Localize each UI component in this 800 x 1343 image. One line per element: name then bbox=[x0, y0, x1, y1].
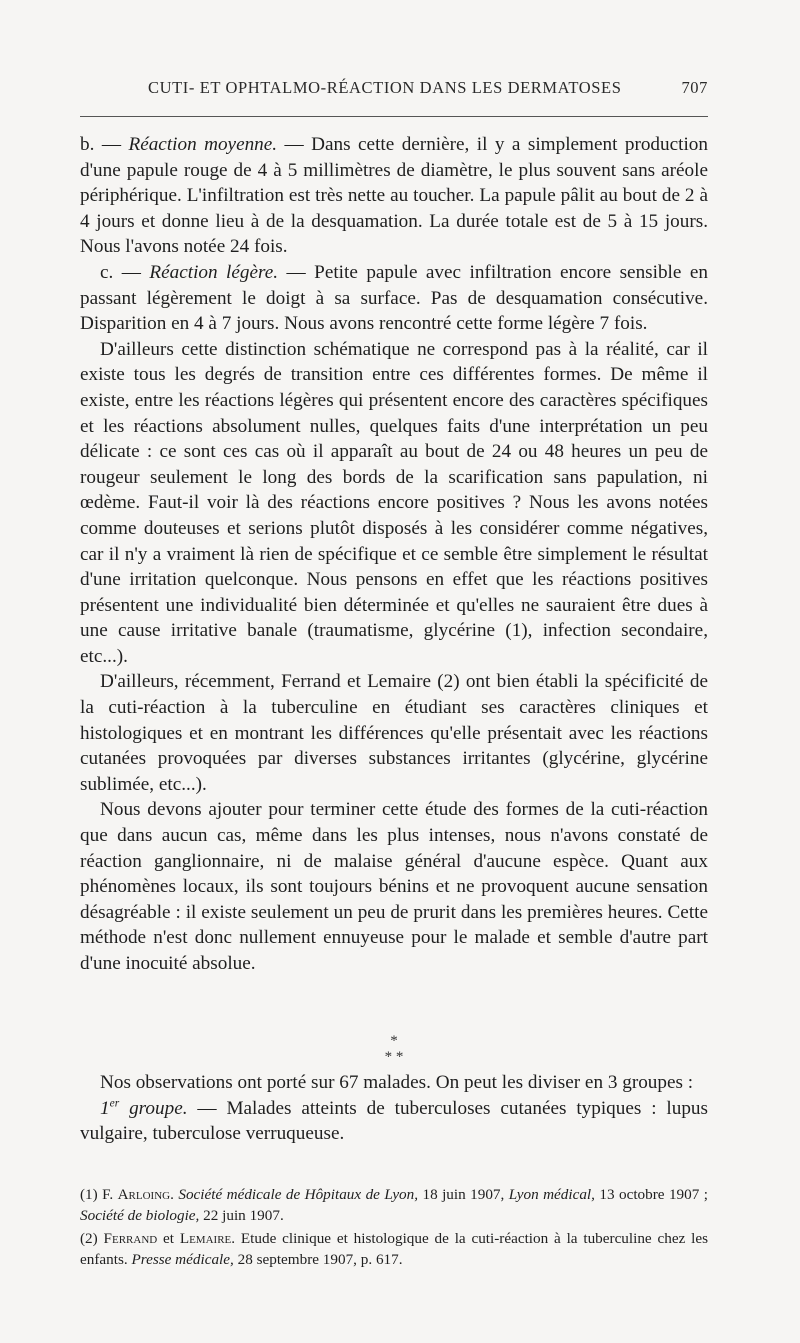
footnote-2 bbox=[80, 1229, 708, 1270]
footnote-text: Etude clinique et histologique de la cuti-réaction à la tuberculine chez les enfants. bbox=[80, 1230, 708, 1268]
group-ordinal: er bbox=[109, 1097, 120, 1110]
footnote-journal: Presse médicale, bbox=[131, 1250, 234, 1268]
asterisk-top: * bbox=[390, 1033, 398, 1049]
page-number: 707 bbox=[681, 78, 708, 97]
footnote-date: 18 juin 1907, bbox=[418, 1186, 509, 1203]
header-rule bbox=[80, 116, 708, 117]
footnote-mark: (1) F. bbox=[80, 1186, 118, 1203]
footnotes bbox=[80, 1185, 708, 1273]
item-label: c. — bbox=[100, 261, 150, 283]
section-separator bbox=[80, 1033, 708, 1065]
paragraph-observations: Nos observations ont porté sur 67 malades. On peut les diviser en 3 groupes : bbox=[100, 1072, 694, 1093]
group-text: — Malades atteints de tuberculoses cutanées typiques : lupus vulgaire, tuberculose verruqueuse. bbox=[80, 1097, 708, 1145]
running-title: CUTI- ET OPHTALMO-RÉACTION DANS LES DERMATOSES bbox=[148, 78, 622, 97]
footnote-date: 28 septembre 1907, p. 617. bbox=[233, 1250, 403, 1268]
paragraph-ferrand-lemaire: D'ailleurs, récemment, Ferrand et Lemaire (2) ont bien établi la spécificité de la cuti-réaction à la tuberculine en étudiant ses caractères cliniques et histologiques et en montrant les différences qu'elle présentait avec les réactions cutanées provoquées par diverses substances irritantes (glycérine, glycérine sublimée, etc...). bbox=[80, 671, 708, 795]
group-number: 1 bbox=[100, 1097, 110, 1119]
asterisk-bottom: * * bbox=[384, 1049, 404, 1065]
footnote-date: 13 octobre 1907 ; bbox=[594, 1186, 708, 1203]
item-heading: Réaction légère. bbox=[149, 261, 279, 283]
paragraph-reaction-moyenne bbox=[80, 132, 708, 260]
paragraph-distinction: D'ailleurs cette distinction schématique ne correspond pas à la réalité, car il existe tous les degrés de transition entre ces différentes formes. De même il existe, entre les réactions légères qui présentent encore des caractères spécifiques et les réactions absolument nulles, quelques faits d'une interprétation un peu délicate : ce sont ces cas où il apparaît au bout de 24 ou 48 heures un peu de rougeur seulement le long des bords de la scarification sans papulation, ni œdème. Faut-il voir là des réactions encore positives ? Nous les avons notées comme douteuses et serions plutôt disposés à les considérer comme négatives, car il n'y a vraiment là rien de spécifique et ce semble être simplement le résultat d'une irritation quelconque. Nous pensons en effet que les réactions positives présentent une individualité bien déterminée et qu'elles ne sauraient être dues à une cause irritative banale (traumatisme, glycérine (1), infection secondaire, etc...). bbox=[80, 338, 708, 667]
footnote-author: Lemaire. bbox=[179, 1230, 236, 1247]
item-label: b. — bbox=[80, 134, 129, 155]
section-observations bbox=[80, 1070, 708, 1147]
footnote-author: Arloing. bbox=[117, 1186, 174, 1203]
item-text: — Petite papule avec infiltration encore sensible en passant légèrement le doigt à sa surface. Pas de desquamation consécutive. Disparition en 4 à 7 jours. Nous avons rencontré cette forme légère 7 fois. bbox=[80, 261, 708, 335]
paragraph-groupe-1 bbox=[80, 1096, 708, 1147]
footnote-journal: Société médicale de Hôpitaux de Lyon, bbox=[173, 1186, 419, 1203]
paragraph-conclusion: Nous devons ajouter pour terminer cette étude des formes de la cuti-réaction que dans aucun cas, même dans les plus intenses, nous n'avons constaté de réaction ganglionnaire, ni de malaise général d'aucune espèce. Quant aux phénomènes locaux, ils sont toujours bénins et ne provoquent aucune sensation désagréable : il existe seulement un peu de prurit dans les premières heures. Cette méthode n'est donc nullement ennuyeuse pour le malade et semble d'autre part d'une inocuité absolue. bbox=[80, 799, 708, 974]
footnote-conjunction: et bbox=[157, 1230, 180, 1247]
paragraph-reaction-legere bbox=[80, 260, 708, 337]
group-heading: groupe. bbox=[119, 1097, 188, 1119]
footnote-mark: (2) bbox=[80, 1230, 104, 1247]
footnote-journal: Société de biologie, bbox=[80, 1206, 200, 1224]
item-heading: Réaction moyenne. bbox=[128, 134, 278, 155]
item-text: — Dans cette dernière, il y a simplement production d'une papule rouge de 4 à 5 millimètres de diamètre, le plus souvent sans aréole périphérique. L'infiltration est très nette au toucher. La papule pâlit au bout de 2 à 4 jours et donne lieu à de la desquamation. La durée totale est de 5 à 15 jours. Nous l'avons notée 24 fois. bbox=[80, 134, 708, 258]
footnote-1 bbox=[80, 1185, 708, 1226]
footnote-journal: Lyon médical, bbox=[508, 1186, 595, 1203]
main-text bbox=[80, 132, 708, 977]
footnote-date: 22 juin 1907. bbox=[199, 1206, 284, 1224]
footnote-author: Ferrand bbox=[103, 1230, 158, 1247]
